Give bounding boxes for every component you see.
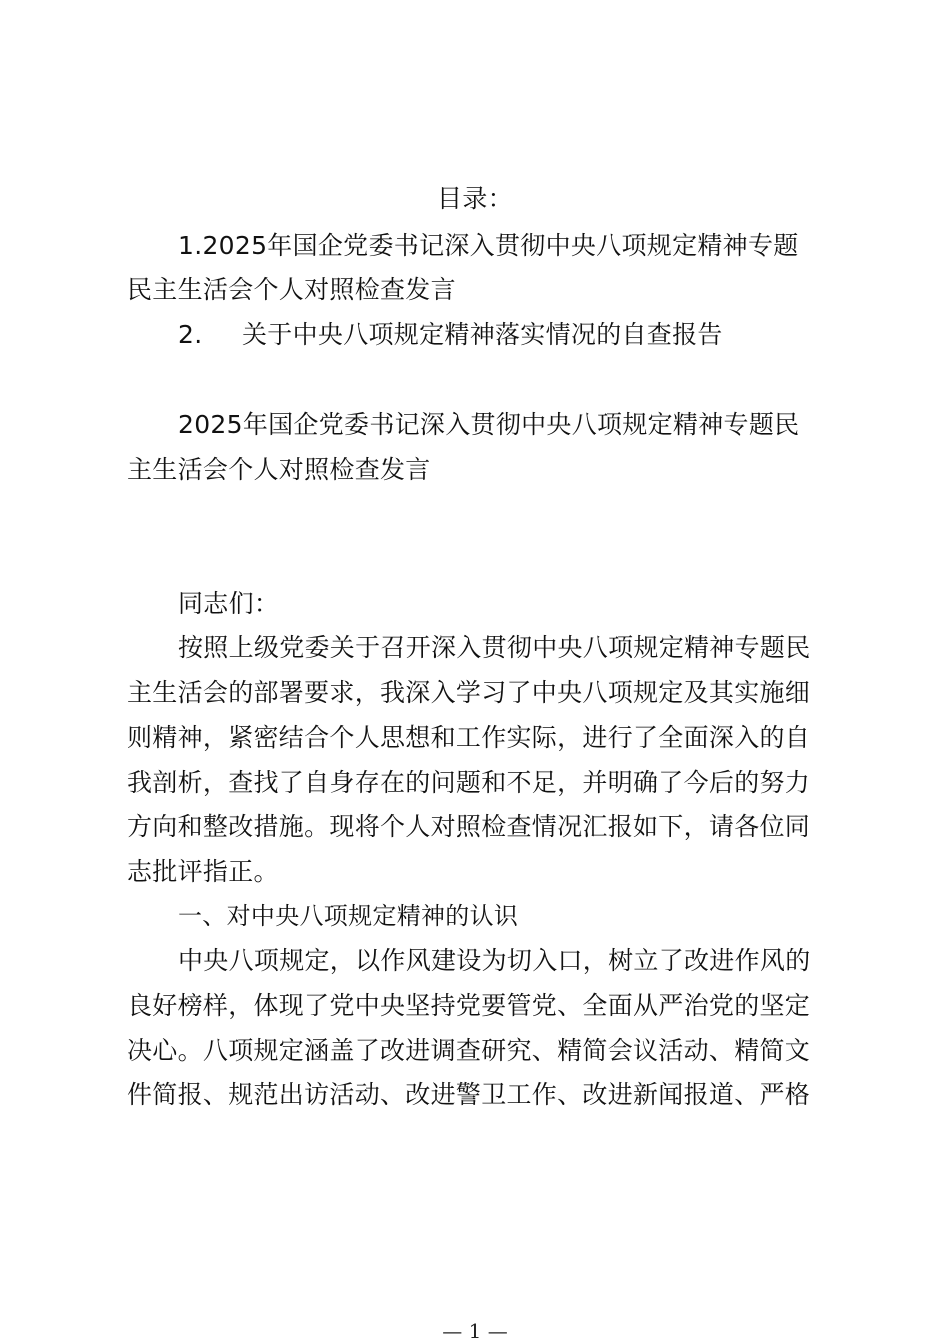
paragraph-1-line: 则精神，紧密结合个人思想和工作实际，进行了全面深入的自: [127, 723, 811, 752]
document-title-line-1: 2025年国企党委书记深入贯彻中央八项规定精神专题民: [178, 410, 800, 439]
toc-item-1-line-1[interactable]: 1.2025年国企党委书记深入贯彻中央八项规定精神专题: [178, 231, 799, 260]
toc-item-2-number: 2.: [178, 320, 203, 349]
paragraph-1-line: 志批评指正。: [127, 857, 279, 886]
paragraph-2-line: 中央八项规定，以作风建设为切入口，树立了改进作风的: [178, 946, 811, 975]
page-number: — 1 —: [442, 1319, 508, 1343]
paragraph-2-line: 件简报、规范出访活动、改进警卫工作、改进新闻报道、严格: [127, 1080, 811, 1109]
toc-item-1-line-2[interactable]: 民主生活会个人对照检查发言: [127, 275, 456, 304]
toc-item-2[interactable]: [178, 318, 723, 352]
paragraph-1-line: 按照上级党委关于召开深入贯彻中央八项规定精神专题民: [178, 633, 811, 662]
document-title-line-2: 主生活会个人对照检查发言: [127, 455, 431, 484]
paragraph-2-line: 良好榜样，体现了党中央坚持党要管党、全面从严治党的坚定: [127, 991, 811, 1020]
paragraph-1-line: 我剖析，查找了自身存在的问题和不足，并明确了今后的努力: [127, 768, 811, 797]
paragraph-1-line: 方向和整改措施。现将个人对照检查情况汇报如下，请各位同: [127, 812, 811, 841]
paragraph-2-line: 决心。八项规定涵盖了改进调查研究、精简会议活动、精简文: [127, 1036, 811, 1065]
greeting: 同志们：: [178, 589, 280, 618]
section-1-heading: 一、对中央八项规定精神的认识: [178, 902, 519, 930]
paragraph-1-line: 主生活会的部署要求，我深入学习了中央八项规定及其实施细: [127, 678, 811, 707]
toc-title: 目录：: [437, 184, 513, 213]
toc-item-2-text: 关于中央八项规定精神落实情况的自查报告: [242, 320, 723, 349]
